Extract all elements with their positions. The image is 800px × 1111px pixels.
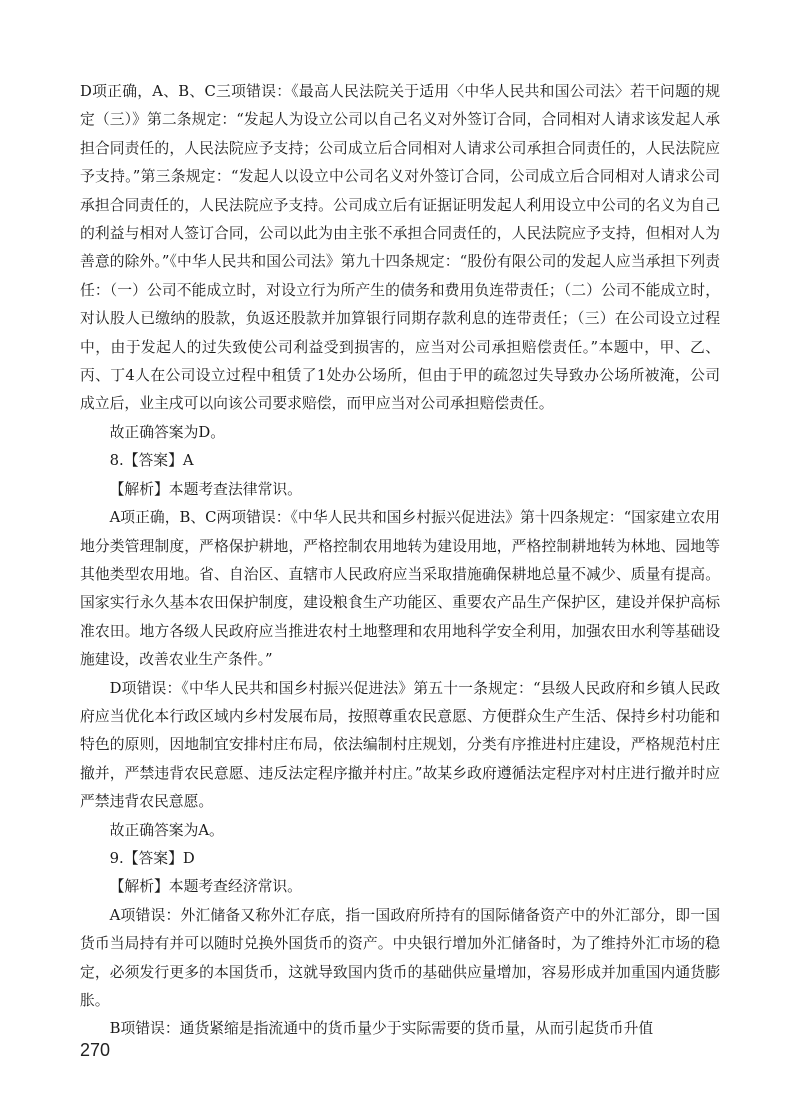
paragraph-a-item-analysis-9: A项错误：外汇储备又称外汇存底，指一国政府所持有的国际储备资产中的外汇部分，即一国货币当局持有并可以随时兑换外国货币的资产。中央银行增加外汇储备时，为了维持外汇市场的稳定，必须发行更多的本国货币，这就导致国内货币的基础供应量增加，容易形成并加重国内通货膨胀。 [80, 906, 720, 1009]
analysis-heading-9: 【解析】本题考查经济常识。 [109, 878, 302, 896]
answer-heading-9: 9.【答案】D [109, 849, 195, 867]
analysis-heading-8: 【解析】本题考查法律常识。 [109, 480, 302, 498]
page-number: 270 [80, 1040, 111, 1060]
document-body [80, 78, 720, 1044]
paragraph-d-item-analysis: D项正确，A、B、C三项错误：《最高人民法院关于适用〈中华人民共和国公司法〉若干问题的规定（三）》第二条规定：“发起人为设立公司以自己名义对外签订合同，合同相对人请求该发起人承担合同责任的，人民法院应予支持；公司成立后合同相对人请求公司承担合同责任的，人民法院应予支持。”第三条规定：“发起人以设立中公司名义对外签订合同，公司成立后合同相对人请求公司承担合同责任的，人民法院应予支持。公司成立后有证据证明发起人利用设立中公司的名义为自己的利益与相对人签订合同，公司以此为由主张不承担合同责任的，人民法院应予支持，但相对人为善意的除外。”《中华人民共和国公司法》第九十四条规定：“股份有限公司的发起人应当承担下列责任：（一）公司不能成立时，对设立行为所产生的债务和费用负连带责任；（二）公司不能成立时，对认股人已缴纳的股款，负返还股款并加算银行同期存款利息的连带责任；（三）在公司设立过程中，由于发起人的过失致使公司利益受到损害的，应当对公司承担赔偿责任。”本题中，甲、乙、丙、丁4人在公司设立过程中租赁了1处办公场所，但由于甲的疏忽过失导致办公场所被淹，公司成立后，业主戌可以向该公司要求赔偿，而甲应当对公司承担赔偿责任。 [80, 83, 720, 413]
answer-heading-8: 8.【答案】A [109, 452, 194, 470]
answer-conclusion-8: 故正确答案为A。 [109, 821, 224, 839]
paragraph-b-item-analysis-9: B项错误：通货紧缩是指流通中的货币量少于实际需要的货币量，从而引起货币升值 [109, 1020, 654, 1038]
paragraph-d-item-analysis-8: D项错误：《中华人民共和国乡村振兴促进法》第五十一条规定：“县级人民政府和乡镇人民政府应当优化本行政区域内乡村发展布局，按照尊重农民意愿、方便群众生产生活、保持乡村功能和特色的原则，因地制宜安排村庄布局，依法编制村庄规划，分类有序推进村庄建设，严格规范村庄撤并，严禁违背农民意愿、违反法定程序撤并村庄。”故某乡政府遵循法定程序对村庄进行撤并时应严禁违背农民意愿。 [80, 679, 720, 811]
paragraph-a-item-analysis-8: A项正确，B、C两项错误：《中华人民共和国乡村振兴促进法》第十四条规定：“国家建立农用地分类管理制度，严格保护耕地，严格控制农用地转为建设用地，严格控制耕地转为林地、园地等其他类型农用地。省、自治区、直辖市人民政府应当采取措施确保耕地总量不减少、质量有提高。国家实行永久基本农田保护制度，建设粮食生产功能区、重要农产品生产保护区，建设并保护高标准农田。地方各级人民政府应当推进农村土地整理和农用地科学安全利用，加强农田水利等基础设施建设，改善农业生产条件。” [80, 509, 720, 669]
answer-conclusion-7: 故正确答案为D。 [109, 423, 226, 441]
